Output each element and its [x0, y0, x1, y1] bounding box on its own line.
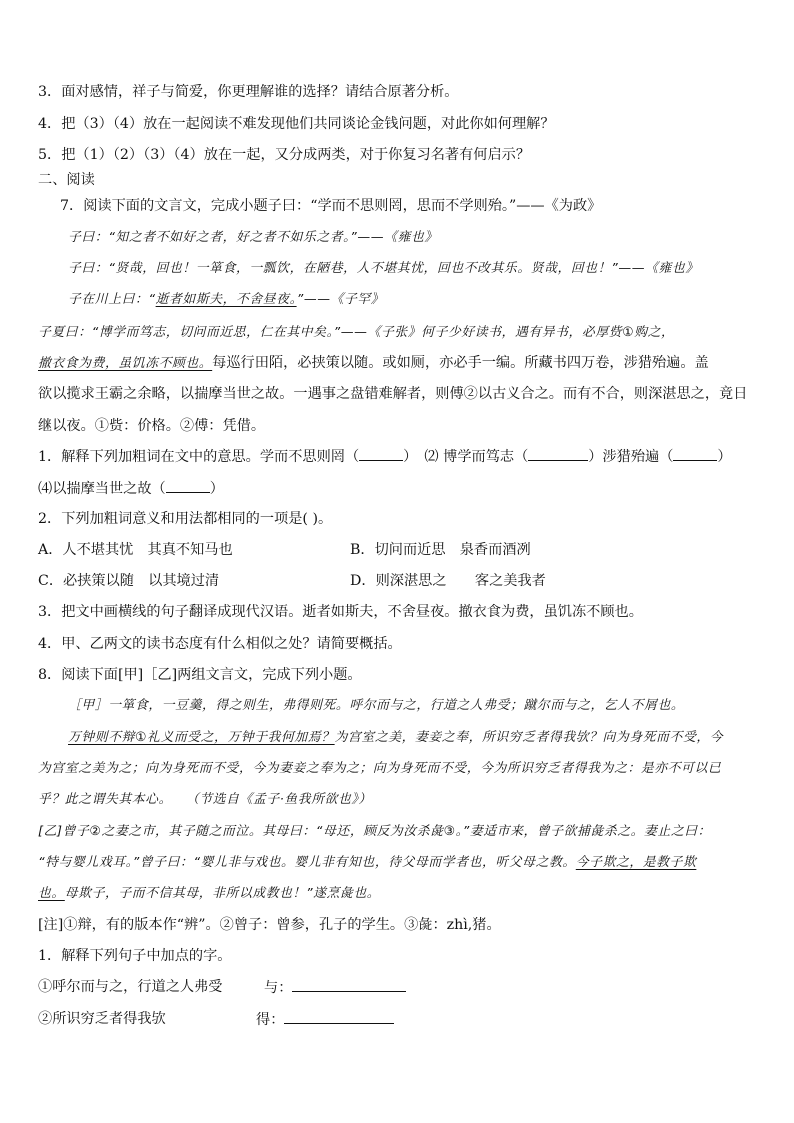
- q8-item-1: [38, 977, 760, 997]
- q7-quote-4: [68, 290, 760, 310]
- q7-sub-1-b: ） ⑵ 博学而笃志（: [403, 449, 529, 465]
- answer-blank[interactable]: [292, 977, 406, 992]
- q8-item-2-answer: [256, 1009, 394, 1030]
- q7-sub-1-e: ⑷以揣摩当世之故（: [38, 481, 166, 497]
- q7-underlined-sentence-2: 撤衣食为费，虽饥冻不顾也。: [38, 356, 213, 371]
- q7-passage-1-text: 子夏曰：“博学而笃志，切问而近思，仁在其中矣。”——《子张》何子少好读书，遇有异书，必厚赀①购之，: [38, 325, 675, 340]
- q8-yi-3-text: 母欺子，子而不信其母，非所以成教也！”遂烹彘也。: [64, 886, 381, 901]
- q8-jia-2: [68, 728, 760, 748]
- answer-blank[interactable]: [166, 478, 210, 493]
- q7-quote-4-post: ”——《子罕》: [296, 292, 385, 307]
- q8-intro: 8．阅读下面[甲]［乙]两组文言文，完成下列小题。: [38, 667, 362, 683]
- q7-sub-4: 4．甲、乙两文的读书态度有什么相似之处？请简要概括。: [38, 636, 402, 652]
- q8-underlined-sentence-1: 万钟则不辩①礼义而受之，万钟于我何加焉？: [68, 730, 335, 745]
- q7-quote-3: 子曰：“贤哉，回也！一箪食，一瓢饮，在陋巷，人不堪其忧，回也不改其乐。贤哉，回也！”——《雍也》: [68, 261, 699, 276]
- section-heading: 二、阅读: [38, 172, 95, 188]
- q8-sub-1: 1．解释下列句子中加点的字。: [38, 948, 232, 964]
- q8-item-2: [38, 1009, 760, 1029]
- q7-passage-2: [38, 353, 760, 374]
- q7-sub-1-c: ）涉猎殆遍（: [588, 449, 674, 465]
- q8-yi-1: [乙]曾子②之妻之市，其子随之而泣。其母曰：“母还，顾反为汝杀彘③。”妻适市来，曾子欲捕彘杀之。妻止之曰：: [38, 824, 712, 839]
- q7-sub-1: [38, 446, 760, 467]
- option-c[interactable]: C．必挟策以随 以其境过清: [38, 573, 220, 589]
- q8-jia-2-text: 为宫室之美，妻妾之奉，所识穷乏者得我欤？向为身死而不受，今: [334, 730, 724, 745]
- option-d[interactable]: D．则深湛思之 客之美我者: [350, 573, 546, 589]
- q7-intro: [60, 196, 760, 216]
- option-b[interactable]: B．切问而近思 泉香而酒冽: [350, 542, 531, 558]
- q7-passage-2-text: 每巡行田陌，必挟策以随。或如厕，亦必手一编。所藏书四万卷，涉猎殆遍。盖: [212, 355, 709, 371]
- q8-item-1-text: ①呼尔而与之，行道之人弗受: [38, 979, 223, 995]
- question-4: 4．把（3）（4）放在一起阅读不难发现他们共同谈论金钱问题，对此你如何理解？: [38, 116, 555, 132]
- q7-sub-1-a: 1．解释下列加粗词在文中的意思。学而不思则罔（: [38, 449, 360, 465]
- question-5: 5．把（1）（2）（3）（4）放在一起，又分成两类，对于你复习名著有何启示？: [38, 147, 531, 163]
- q7-passage-4: 继以夜。①赀：价格。②傅：凭借。: [38, 418, 266, 434]
- q7-options-ab: [38, 540, 760, 560]
- q8-item-1-label: 与：: [264, 980, 293, 996]
- q8-jia-1: ［甲］一箪食，一豆羹，得之则生，弗得则死。呼尔而与之，行道之人弗受；蹴尔而与之，乞人不屑也。: [68, 698, 685, 713]
- q8-underlined-sentence-2: 今子欺之，是教子欺: [575, 855, 697, 870]
- q7-sub-2: 2．下列加粗词意义和用法都相同的一项是( )。: [38, 511, 333, 527]
- q7-quote-4-pre: 子在川上曰：“: [68, 292, 156, 307]
- q8-jia-4: 乎？此之谓失其本心。 （节选自《孟子·鱼我所欲也》）: [38, 792, 372, 807]
- q7-passage-3: 欲以揽求王霸之余略，以揣摩当世之故。一遇事之盘错难解者，则傅②以古义合之。而有不合，则深湛思之，竟日: [38, 386, 748, 402]
- answer-blank[interactable]: [359, 446, 403, 461]
- q7-sub-1-line2: [38, 478, 760, 499]
- question-3: 3．面对感情，祥子与简爱，你更理解谁的选择？请结合原著分析。: [38, 84, 459, 100]
- q7-underlined-sentence-1: 逝者如斯夫，不舍昼夜。: [155, 292, 297, 307]
- q7-sub-1-f: ）: [209, 481, 224, 497]
- q8-note: [注]①辩，有的版本作“辨”。②曾子：曾参，孔子的学生。③彘：zhì,猪。: [38, 917, 501, 933]
- q8-underlined-sentence-2-end: 也。: [38, 886, 65, 901]
- q7-options-cd: [38, 571, 760, 591]
- q7-sub-1-d: ）: [717, 449, 732, 465]
- q7-quote-2: 子曰：“知之者不如好之者，好之者不如乐之者。”——《雍也》: [68, 230, 438, 245]
- q8-yi-2: [38, 853, 760, 873]
- answer-blank[interactable]: [528, 446, 588, 461]
- q8-item-2-label: 得：: [256, 1012, 285, 1028]
- answer-blank[interactable]: [284, 1009, 394, 1024]
- q8-yi-3: [38, 884, 760, 904]
- q7-passage-1: [38, 322, 760, 343]
- q7-intro-text: 7．阅读下面的文言文，完成小题子曰：“学而不思则罔，思而不学则殆。”——《为政》: [60, 198, 602, 214]
- option-a[interactable]: A．人不堪其忧 其真不知马也: [38, 542, 233, 558]
- q8-item-2-text: ②所识穷乏者得我欤: [38, 1011, 166, 1027]
- q7-sub-3: 3．把文中画横线的句子翻译成现代汉语。逝者如斯夫，不舍昼夜。撤衣食为费，虽饥冻不顾也。: [38, 604, 643, 620]
- q8-yi-2-text: “特与婴儿戏耳。”曾子曰：“婴儿非与戏也。婴儿非有知也，待父母而学者也，听父母之教。: [38, 855, 576, 870]
- q8-item-1-answer: [264, 977, 406, 998]
- q8-jia-3: 为宫室之美为之；向为身死而不受，今为妻妾之奉为之；向为身死而不受，今为所识穷乏者得我为之：是亦不可以已: [38, 761, 722, 776]
- answer-blank[interactable]: [673, 446, 717, 461]
